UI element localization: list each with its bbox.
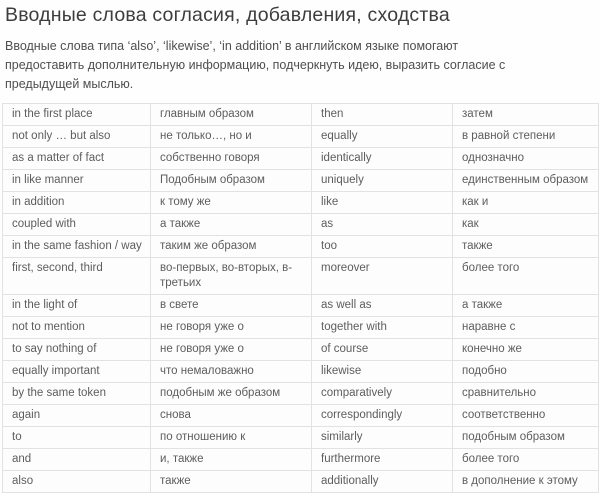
table-row <box>3 471 599 493</box>
english-term-cell: first, second, third <box>3 258 151 295</box>
russian-translation-cell: Подобным образом <box>151 170 312 192</box>
russian-translation-cell: соответственно <box>453 405 599 427</box>
table-row <box>3 427 599 449</box>
english-term-cell: also <box>3 471 151 493</box>
russian-translation-cell: наравне с <box>453 317 599 339</box>
russian-translation-cell: сравнительно <box>453 383 599 405</box>
english-term-cell: comparatively <box>312 383 453 405</box>
russian-translation-cell: не говоря уже о <box>151 339 312 361</box>
english-term-cell: too <box>312 236 453 258</box>
english-term-cell: in addition <box>3 192 151 214</box>
english-term-cell: to <box>3 427 151 449</box>
table-row <box>3 383 599 405</box>
russian-translation-cell: собственно говоря <box>151 148 312 170</box>
russian-translation-cell: как и <box>453 192 599 214</box>
english-term-cell: not to mention <box>3 317 151 339</box>
table-row <box>3 295 599 317</box>
russian-translation-cell: а также <box>453 295 599 317</box>
table-row <box>3 339 599 361</box>
russian-translation-cell: во-первых, во-вторых, в-третьих <box>151 258 312 295</box>
english-term-cell: as a matter of fact <box>3 148 151 170</box>
english-term-cell: together with <box>312 317 453 339</box>
english-term-cell: again <box>3 405 151 427</box>
russian-translation-cell: в дополнение к этому <box>453 471 599 493</box>
russian-translation-cell: затем <box>453 104 599 126</box>
table-row <box>3 236 599 258</box>
russian-translation-cell: в свете <box>151 295 312 317</box>
russian-translation-cell: подобным образом <box>453 427 599 449</box>
russian-translation-cell: как <box>453 214 599 236</box>
russian-translation-cell: что немаловажно <box>151 361 312 383</box>
english-term-cell: in the same fashion / way <box>3 236 151 258</box>
table-row <box>3 405 599 427</box>
english-term-cell: as <box>312 214 453 236</box>
english-term-cell: then <box>312 104 453 126</box>
english-term-cell: not only … but also <box>3 126 151 148</box>
english-term-cell: similarly <box>312 427 453 449</box>
table-row <box>3 148 599 170</box>
table-row <box>3 104 599 126</box>
russian-translation-cell: и, также <box>151 449 312 471</box>
table-row <box>3 258 599 295</box>
russian-translation-cell: по отношению к <box>151 427 312 449</box>
vocabulary-table <box>2 103 599 493</box>
english-term-cell: by the same token <box>3 383 151 405</box>
table-row <box>3 126 599 148</box>
table-row <box>3 361 599 383</box>
russian-translation-cell: подобным же образом <box>151 383 312 405</box>
english-term-cell: uniquely <box>312 170 453 192</box>
english-term-cell: moreover <box>312 258 453 295</box>
russian-translation-cell: в равной степени <box>453 126 599 148</box>
english-term-cell: in like manner <box>3 170 151 192</box>
table-row <box>3 214 599 236</box>
english-term-cell: coupled with <box>3 214 151 236</box>
english-term-cell: equally <box>312 126 453 148</box>
english-term-cell: and <box>3 449 151 471</box>
english-term-cell: additionally <box>312 471 453 493</box>
russian-translation-cell: к тому же <box>151 192 312 214</box>
russian-translation-cell: не только…, но и <box>151 126 312 148</box>
english-term-cell: furthermore <box>312 449 453 471</box>
russian-translation-cell: конечно же <box>453 339 599 361</box>
english-term-cell: of course <box>312 339 453 361</box>
table-row <box>3 449 599 471</box>
russian-translation-cell: также <box>151 471 312 493</box>
vocabulary-table-body <box>3 104 599 493</box>
english-term-cell: identically <box>312 148 453 170</box>
english-term-cell: like <box>312 192 453 214</box>
english-term-cell: in the first place <box>3 104 151 126</box>
russian-translation-cell: более того <box>453 449 599 471</box>
table-row <box>3 192 599 214</box>
english-term-cell: correspondingly <box>312 405 453 427</box>
table-row <box>3 170 599 192</box>
russian-translation-cell: подобно <box>453 361 599 383</box>
russian-translation-cell: таким же образом <box>151 236 312 258</box>
russian-translation-cell: а также <box>151 214 312 236</box>
russian-translation-cell: единственным образом <box>453 170 599 192</box>
english-term-cell: as well as <box>312 295 453 317</box>
intro-paragraph: Вводные слова типа ‘also’, ‘likewise’, ‘in addition’ в английском языке помогают предоставить дополнительную информацию, подчеркнуть идею, выразить согласие с предыдущей мыслью. <box>5 39 506 91</box>
english-term-cell: to say nothing of <box>3 339 151 361</box>
table-row <box>3 317 599 339</box>
english-term-cell: equally important <box>3 361 151 383</box>
english-term-cell: in the light of <box>3 295 151 317</box>
russian-translation-cell: также <box>453 236 599 258</box>
page-title: Вводные слова согласия, добавления, сходства <box>5 4 450 26</box>
russian-translation-cell: главным образом <box>151 104 312 126</box>
russian-translation-cell: более того <box>453 258 599 295</box>
russian-translation-cell: однозначно <box>453 148 599 170</box>
russian-translation-cell: не говоря уже о <box>151 317 312 339</box>
english-term-cell: likewise <box>312 361 453 383</box>
russian-translation-cell: снова <box>151 405 312 427</box>
